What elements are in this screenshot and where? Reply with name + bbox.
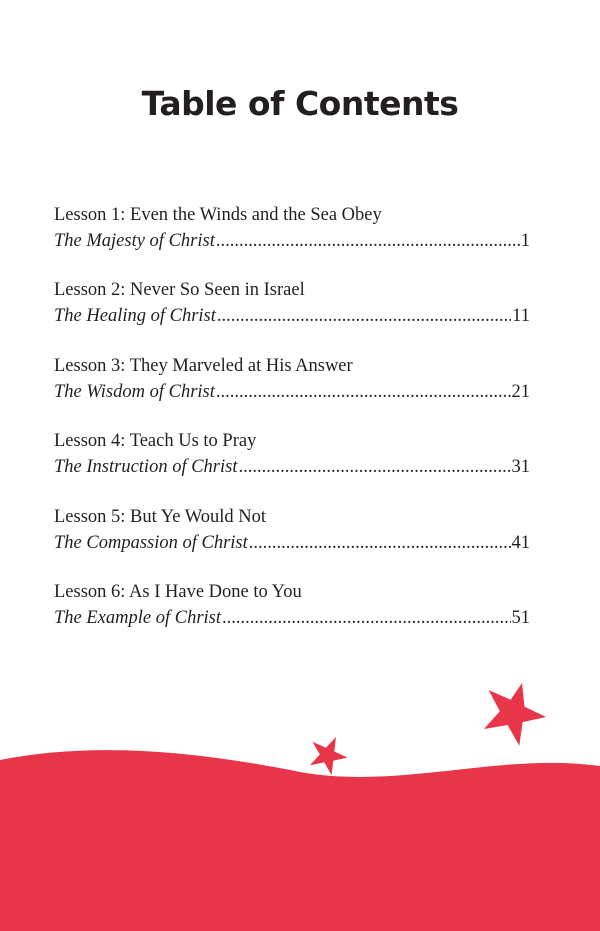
page-title: Table of Contents: [141, 84, 459, 123]
lesson-title: Lesson 6: As I Have Done to You: [54, 581, 302, 602]
lesson-subtitle: The Healing of Christ: [54, 306, 216, 327]
page-number: 11: [512, 306, 530, 327]
star-icon: [310, 737, 348, 775]
star-icon: [484, 683, 546, 746]
lesson-subtitle: The Compassion of Christ: [54, 532, 248, 553]
page-number: 21: [511, 381, 530, 402]
lesson-title: Lesson 1: Even the Winds and the Sea Obey: [54, 205, 382, 225]
lesson-subtitle: The Majesty of Christ: [54, 231, 215, 251]
page-number: 1: [520, 231, 530, 251]
page-number: 51: [511, 607, 530, 628]
lesson-subtitle: The Example of Christ: [54, 607, 222, 628]
lesson-title: Lesson 3: They Marveled at His Answer: [54, 355, 353, 376]
lesson-title: Lesson 4: Teach Us to Pray: [54, 431, 257, 452]
lesson-title: Lesson 5: But Ye Would Not: [54, 506, 266, 527]
lesson-subtitle: The Wisdom of Christ: [54, 381, 215, 402]
lesson-subtitle: The Instruction of Christ: [54, 457, 238, 478]
lesson-title: Lesson 2: Never So Seen in Israel: [54, 280, 305, 301]
page-number: 41: [511, 532, 530, 553]
page-number: 31: [511, 457, 530, 478]
red-wave: [0, 750, 600, 931]
